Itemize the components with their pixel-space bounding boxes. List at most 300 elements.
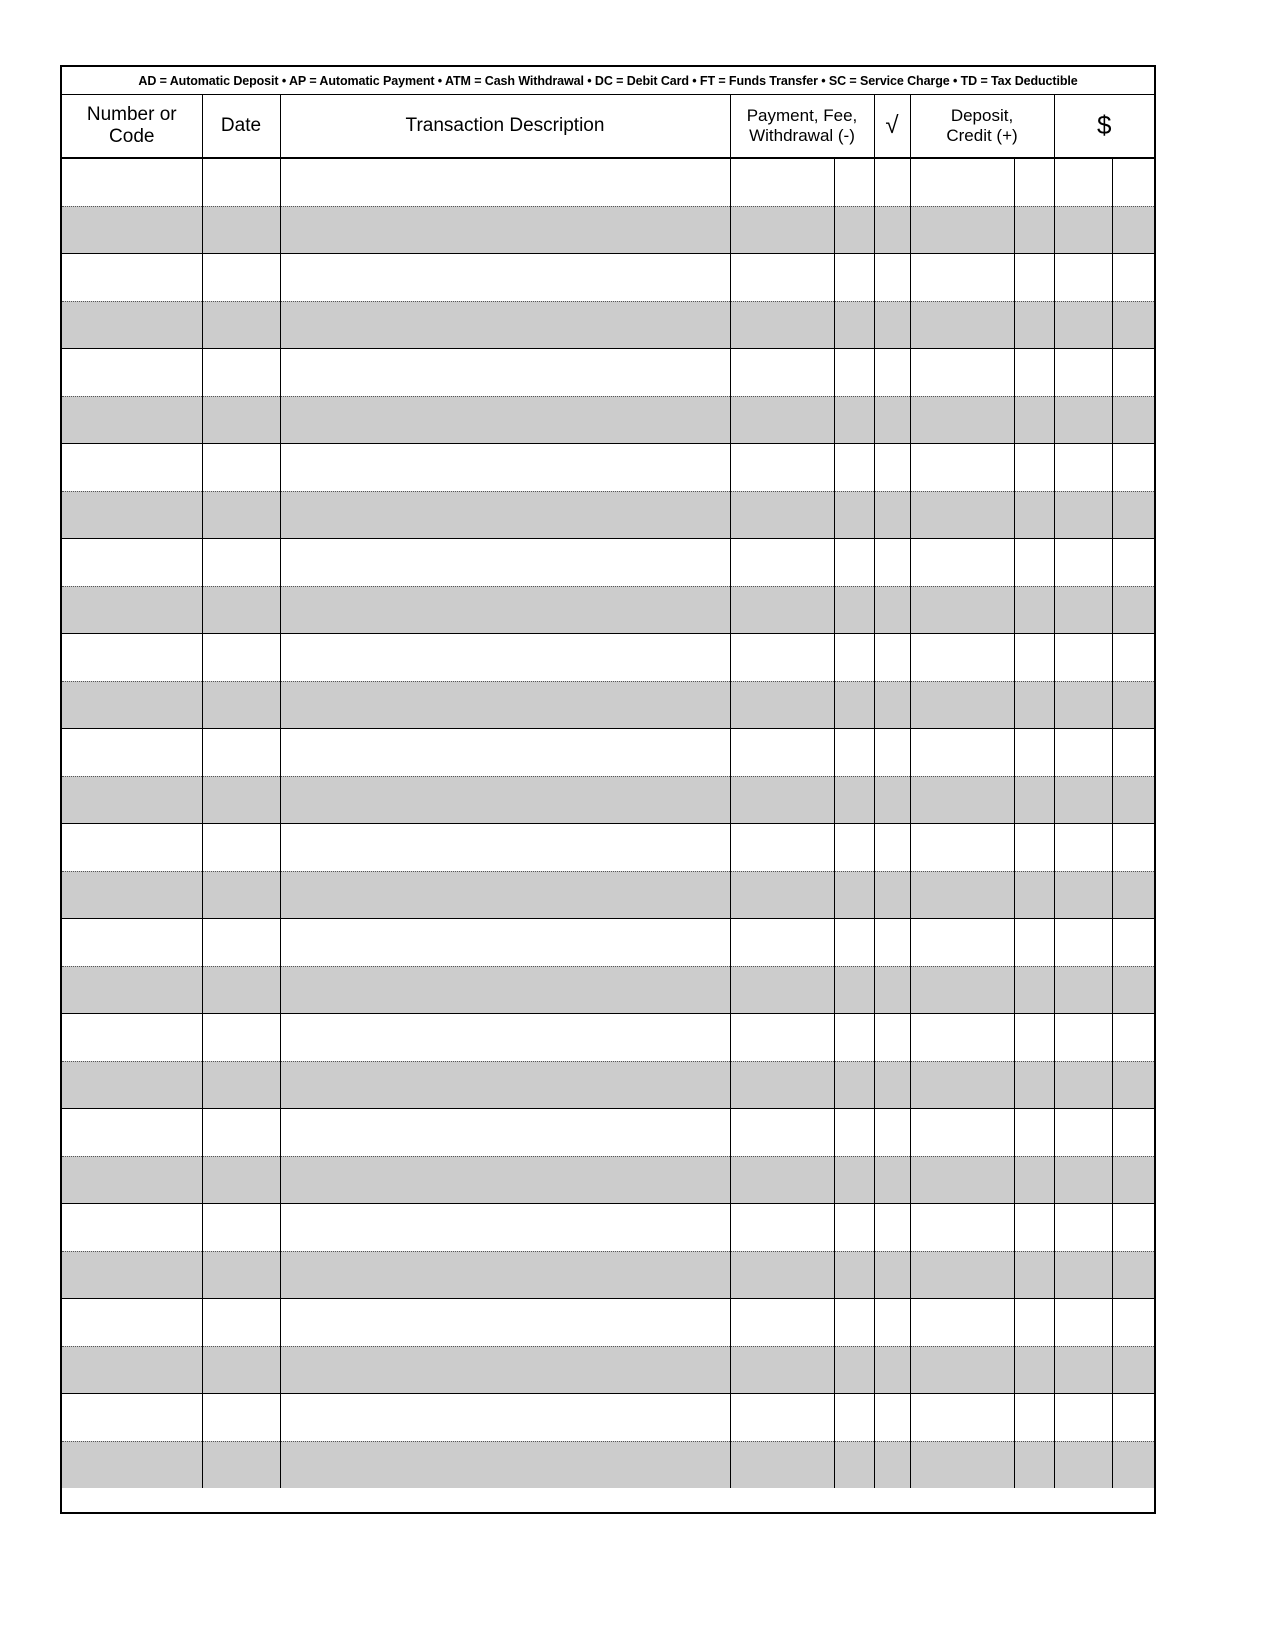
cell-date[interactable] (202, 444, 280, 492)
cell-balance[interactable] (1054, 491, 1112, 539)
cell-checkmark[interactable] (874, 1299, 910, 1347)
cell-date[interactable] (202, 491, 280, 539)
cell-description[interactable] (280, 1109, 730, 1157)
table-row[interactable] (62, 1299, 1154, 1347)
cell-balance-cents[interactable] (1112, 1251, 1154, 1299)
cell-deposit-cents[interactable] (1014, 158, 1054, 206)
cell-balance[interactable] (1054, 1014, 1112, 1062)
cell-deposit-cents[interactable] (1014, 1204, 1054, 1252)
cell-payment-cents[interactable] (834, 349, 874, 397)
cell-payment-cents[interactable] (834, 634, 874, 682)
cell-balance[interactable] (1054, 254, 1112, 302)
cell-balance[interactable] (1054, 206, 1112, 254)
cell-deposit-cents[interactable] (1014, 1014, 1054, 1062)
cell-deposit[interactable] (910, 966, 1014, 1014)
cell-payment-cents[interactable] (834, 1346, 874, 1394)
cell-description[interactable] (280, 349, 730, 397)
cell-date[interactable] (202, 1394, 280, 1442)
cell-balance[interactable] (1054, 919, 1112, 967)
table-row[interactable] (62, 1394, 1154, 1442)
table-row[interactable] (62, 1061, 1154, 1109)
cell-payment[interactable] (730, 681, 834, 729)
cell-payment-cents[interactable] (834, 1204, 874, 1252)
cell-deposit-cents[interactable] (1014, 634, 1054, 682)
cell-deposit-cents[interactable] (1014, 1299, 1054, 1347)
cell-deposit-cents[interactable] (1014, 1061, 1054, 1109)
cell-checkmark[interactable] (874, 396, 910, 444)
cell-balance-cents[interactable] (1112, 1109, 1154, 1157)
cell-payment[interactable] (730, 491, 834, 539)
cell-description[interactable] (280, 1299, 730, 1347)
cell-payment[interactable] (730, 1204, 834, 1252)
cell-number-or-code[interactable] (62, 681, 202, 729)
cell-balance-cents[interactable] (1112, 1014, 1154, 1062)
cell-number-or-code[interactable] (62, 871, 202, 919)
cell-number-or-code[interactable] (62, 919, 202, 967)
cell-checkmark[interactable] (874, 871, 910, 919)
cell-date[interactable] (202, 634, 280, 682)
cell-payment-cents[interactable] (834, 1109, 874, 1157)
cell-description[interactable] (280, 966, 730, 1014)
cell-deposit-cents[interactable] (1014, 1251, 1054, 1299)
cell-payment-cents[interactable] (834, 776, 874, 824)
cell-payment-cents[interactable] (834, 1394, 874, 1442)
cell-date[interactable] (202, 254, 280, 302)
cell-balance[interactable] (1054, 301, 1112, 349)
cell-deposit-cents[interactable] (1014, 966, 1054, 1014)
table-row[interactable] (62, 254, 1154, 302)
cell-payment[interactable] (730, 1299, 834, 1347)
cell-number-or-code[interactable] (62, 824, 202, 872)
cell-payment-cents[interactable] (834, 919, 874, 967)
cell-deposit-cents[interactable] (1014, 349, 1054, 397)
cell-balance[interactable] (1054, 1299, 1112, 1347)
cell-checkmark[interactable] (874, 586, 910, 634)
cell-description[interactable] (280, 1441, 730, 1488)
cell-description[interactable] (280, 1061, 730, 1109)
cell-payment[interactable] (730, 1061, 834, 1109)
cell-number-or-code[interactable] (62, 1061, 202, 1109)
cell-date[interactable] (202, 1251, 280, 1299)
cell-deposit[interactable] (910, 824, 1014, 872)
cell-description[interactable] (280, 776, 730, 824)
cell-description[interactable] (280, 919, 730, 967)
cell-checkmark[interactable] (874, 1061, 910, 1109)
cell-balance[interactable] (1054, 1061, 1112, 1109)
cell-balance-cents[interactable] (1112, 824, 1154, 872)
cell-deposit-cents[interactable] (1014, 539, 1054, 587)
cell-balance[interactable] (1054, 729, 1112, 777)
cell-payment[interactable] (730, 871, 834, 919)
cell-description[interactable] (280, 254, 730, 302)
cell-deposit-cents[interactable] (1014, 824, 1054, 872)
cell-checkmark[interactable] (874, 1204, 910, 1252)
cell-balance-cents[interactable] (1112, 158, 1154, 206)
cell-balance[interactable] (1054, 1346, 1112, 1394)
cell-description[interactable] (280, 634, 730, 682)
cell-balance-cents[interactable] (1112, 634, 1154, 682)
cell-balance-cents[interactable] (1112, 1441, 1154, 1488)
cell-date[interactable] (202, 729, 280, 777)
cell-number-or-code[interactable] (62, 396, 202, 444)
cell-description[interactable] (280, 871, 730, 919)
cell-deposit[interactable] (910, 1061, 1014, 1109)
cell-payment[interactable] (730, 634, 834, 682)
cell-description[interactable] (280, 158, 730, 206)
cell-balance-cents[interactable] (1112, 1394, 1154, 1442)
cell-deposit[interactable] (910, 158, 1014, 206)
cell-payment[interactable] (730, 1014, 834, 1062)
cell-checkmark[interactable] (874, 1441, 910, 1488)
table-row[interactable] (62, 1441, 1154, 1488)
cell-balance[interactable] (1054, 158, 1112, 206)
cell-deposit[interactable] (910, 681, 1014, 729)
cell-deposit[interactable] (910, 1441, 1014, 1488)
cell-date[interactable] (202, 1014, 280, 1062)
cell-deposit[interactable] (910, 776, 1014, 824)
cell-deposit-cents[interactable] (1014, 206, 1054, 254)
cell-balance-cents[interactable] (1112, 1299, 1154, 1347)
cell-balance-cents[interactable] (1112, 1061, 1154, 1109)
cell-deposit[interactable] (910, 1394, 1014, 1442)
cell-date[interactable] (202, 681, 280, 729)
cell-number-or-code[interactable] (62, 966, 202, 1014)
cell-description[interactable] (280, 1346, 730, 1394)
cell-description[interactable] (280, 491, 730, 539)
cell-date[interactable] (202, 1441, 280, 1488)
table-row[interactable] (62, 349, 1154, 397)
cell-checkmark[interactable] (874, 301, 910, 349)
cell-checkmark[interactable] (874, 729, 910, 777)
cell-payment-cents[interactable] (834, 158, 874, 206)
cell-checkmark[interactable] (874, 966, 910, 1014)
cell-payment-cents[interactable] (834, 301, 874, 349)
cell-checkmark[interactable] (874, 206, 910, 254)
cell-number-or-code[interactable] (62, 776, 202, 824)
cell-checkmark[interactable] (874, 634, 910, 682)
cell-balance-cents[interactable] (1112, 586, 1154, 634)
cell-payment[interactable] (730, 586, 834, 634)
table-row[interactable] (62, 1109, 1154, 1157)
table-row[interactable] (62, 1346, 1154, 1394)
cell-payment-cents[interactable] (834, 681, 874, 729)
table-row[interactable] (62, 491, 1154, 539)
cell-payment-cents[interactable] (834, 539, 874, 587)
cell-balance[interactable] (1054, 349, 1112, 397)
cell-number-or-code[interactable] (62, 254, 202, 302)
cell-number-or-code[interactable] (62, 1251, 202, 1299)
cell-deposit[interactable] (910, 444, 1014, 492)
cell-balance-cents[interactable] (1112, 1204, 1154, 1252)
cell-deposit[interactable] (910, 1299, 1014, 1347)
cell-balance[interactable] (1054, 444, 1112, 492)
cell-deposit-cents[interactable] (1014, 1441, 1054, 1488)
cell-balance-cents[interactable] (1112, 1346, 1154, 1394)
cell-deposit-cents[interactable] (1014, 681, 1054, 729)
cell-date[interactable] (202, 301, 280, 349)
cell-payment[interactable] (730, 1156, 834, 1204)
cell-number-or-code[interactable] (62, 1394, 202, 1442)
cell-payment[interactable] (730, 539, 834, 587)
cell-balance-cents[interactable] (1112, 871, 1154, 919)
cell-payment-cents[interactable] (834, 444, 874, 492)
cell-payment-cents[interactable] (834, 1014, 874, 1062)
cell-deposit[interactable] (910, 396, 1014, 444)
cell-balance[interactable] (1054, 824, 1112, 872)
cell-payment-cents[interactable] (834, 871, 874, 919)
cell-number-or-code[interactable] (62, 158, 202, 206)
cell-deposit-cents[interactable] (1014, 491, 1054, 539)
cell-deposit[interactable] (910, 634, 1014, 682)
cell-date[interactable] (202, 1061, 280, 1109)
cell-balance[interactable] (1054, 776, 1112, 824)
table-row[interactable] (62, 396, 1154, 444)
cell-checkmark[interactable] (874, 681, 910, 729)
cell-deposit[interactable] (910, 919, 1014, 967)
cell-balance-cents[interactable] (1112, 254, 1154, 302)
cell-number-or-code[interactable] (62, 206, 202, 254)
cell-balance-cents[interactable] (1112, 776, 1154, 824)
table-row[interactable] (62, 444, 1154, 492)
cell-deposit[interactable] (910, 1156, 1014, 1204)
cell-number-or-code[interactable] (62, 301, 202, 349)
cell-deposit-cents[interactable] (1014, 1156, 1054, 1204)
cell-description[interactable] (280, 1156, 730, 1204)
cell-checkmark[interactable] (874, 1394, 910, 1442)
cell-number-or-code[interactable] (62, 491, 202, 539)
cell-balance[interactable] (1054, 1251, 1112, 1299)
cell-payment[interactable] (730, 966, 834, 1014)
cell-payment-cents[interactable] (834, 966, 874, 1014)
cell-balance-cents[interactable] (1112, 729, 1154, 777)
cell-deposit[interactable] (910, 349, 1014, 397)
cell-payment[interactable] (730, 349, 834, 397)
cell-deposit[interactable] (910, 491, 1014, 539)
table-row[interactable] (62, 919, 1154, 967)
cell-payment-cents[interactable] (834, 1251, 874, 1299)
cell-description[interactable] (280, 681, 730, 729)
cell-number-or-code[interactable] (62, 539, 202, 587)
cell-deposit-cents[interactable] (1014, 444, 1054, 492)
cell-description[interactable] (280, 539, 730, 587)
cell-date[interactable] (202, 586, 280, 634)
table-row[interactable] (62, 1204, 1154, 1252)
cell-number-or-code[interactable] (62, 444, 202, 492)
table-row[interactable] (62, 158, 1154, 206)
cell-payment[interactable] (730, 158, 834, 206)
cell-payment-cents[interactable] (834, 729, 874, 777)
cell-payment[interactable] (730, 254, 834, 302)
table-row[interactable] (62, 776, 1154, 824)
cell-deposit-cents[interactable] (1014, 729, 1054, 777)
cell-checkmark[interactable] (874, 776, 910, 824)
cell-description[interactable] (280, 396, 730, 444)
cell-date[interactable] (202, 871, 280, 919)
cell-payment[interactable] (730, 206, 834, 254)
cell-checkmark[interactable] (874, 158, 910, 206)
cell-description[interactable] (280, 206, 730, 254)
cell-deposit[interactable] (910, 539, 1014, 587)
cell-checkmark[interactable] (874, 1251, 910, 1299)
cell-description[interactable] (280, 729, 730, 777)
cell-balance[interactable] (1054, 681, 1112, 729)
cell-payment-cents[interactable] (834, 206, 874, 254)
cell-balance[interactable] (1054, 1109, 1112, 1157)
cell-balance-cents[interactable] (1112, 1156, 1154, 1204)
cell-date[interactable] (202, 919, 280, 967)
cell-balance-cents[interactable] (1112, 491, 1154, 539)
cell-payment[interactable] (730, 729, 834, 777)
cell-payment[interactable] (730, 1394, 834, 1442)
cell-balance[interactable] (1054, 634, 1112, 682)
cell-number-or-code[interactable] (62, 1441, 202, 1488)
cell-date[interactable] (202, 1204, 280, 1252)
cell-description[interactable] (280, 824, 730, 872)
cell-checkmark[interactable] (874, 1346, 910, 1394)
cell-deposit[interactable] (910, 1014, 1014, 1062)
cell-checkmark[interactable] (874, 491, 910, 539)
cell-balance[interactable] (1054, 1441, 1112, 1488)
cell-number-or-code[interactable] (62, 729, 202, 777)
cell-checkmark[interactable] (874, 1109, 910, 1157)
cell-date[interactable] (202, 349, 280, 397)
cell-deposit-cents[interactable] (1014, 301, 1054, 349)
cell-deposit[interactable] (910, 871, 1014, 919)
cell-date[interactable] (202, 396, 280, 444)
cell-balance-cents[interactable] (1112, 966, 1154, 1014)
cell-date[interactable] (202, 966, 280, 1014)
cell-checkmark[interactable] (874, 254, 910, 302)
cell-description[interactable] (280, 1394, 730, 1442)
cell-balance-cents[interactable] (1112, 396, 1154, 444)
cell-date[interactable] (202, 1346, 280, 1394)
cell-deposit[interactable] (910, 301, 1014, 349)
cell-description[interactable] (280, 444, 730, 492)
cell-deposit-cents[interactable] (1014, 586, 1054, 634)
cell-checkmark[interactable] (874, 539, 910, 587)
cell-balance-cents[interactable] (1112, 919, 1154, 967)
cell-balance-cents[interactable] (1112, 444, 1154, 492)
table-row[interactable] (62, 824, 1154, 872)
cell-balance-cents[interactable] (1112, 206, 1154, 254)
table-row[interactable] (62, 1251, 1154, 1299)
cell-payment[interactable] (730, 301, 834, 349)
cell-payment[interactable] (730, 776, 834, 824)
cell-description[interactable] (280, 1251, 730, 1299)
cell-payment-cents[interactable] (834, 1156, 874, 1204)
cell-date[interactable] (202, 1156, 280, 1204)
cell-deposit[interactable] (910, 586, 1014, 634)
cell-payment-cents[interactable] (834, 1299, 874, 1347)
table-row[interactable] (62, 539, 1154, 587)
cell-description[interactable] (280, 1204, 730, 1252)
cell-balance[interactable] (1054, 1204, 1112, 1252)
cell-number-or-code[interactable] (62, 1204, 202, 1252)
cell-number-or-code[interactable] (62, 1156, 202, 1204)
table-row[interactable] (62, 966, 1154, 1014)
cell-number-or-code[interactable] (62, 1299, 202, 1347)
cell-deposit-cents[interactable] (1014, 871, 1054, 919)
cell-checkmark[interactable] (874, 349, 910, 397)
table-row[interactable] (62, 729, 1154, 777)
cell-payment[interactable] (730, 824, 834, 872)
cell-payment[interactable] (730, 1109, 834, 1157)
cell-description[interactable] (280, 586, 730, 634)
table-row[interactable] (62, 634, 1154, 682)
table-row[interactable] (62, 1014, 1154, 1062)
cell-number-or-code[interactable] (62, 349, 202, 397)
cell-date[interactable] (202, 206, 280, 254)
cell-payment[interactable] (730, 444, 834, 492)
cell-deposit[interactable] (910, 1346, 1014, 1394)
table-row[interactable] (62, 681, 1154, 729)
cell-date[interactable] (202, 1299, 280, 1347)
cell-checkmark[interactable] (874, 824, 910, 872)
cell-deposit[interactable] (910, 206, 1014, 254)
cell-payment[interactable] (730, 396, 834, 444)
cell-date[interactable] (202, 539, 280, 587)
cell-deposit-cents[interactable] (1014, 1109, 1054, 1157)
cell-balance-cents[interactable] (1112, 301, 1154, 349)
cell-deposit[interactable] (910, 1109, 1014, 1157)
cell-number-or-code[interactable] (62, 586, 202, 634)
cell-checkmark[interactable] (874, 1156, 910, 1204)
cell-number-or-code[interactable] (62, 634, 202, 682)
cell-balance[interactable] (1054, 966, 1112, 1014)
cell-payment-cents[interactable] (834, 396, 874, 444)
cell-description[interactable] (280, 1014, 730, 1062)
cell-deposit[interactable] (910, 254, 1014, 302)
cell-payment-cents[interactable] (834, 1061, 874, 1109)
cell-balance[interactable] (1054, 1394, 1112, 1442)
cell-date[interactable] (202, 776, 280, 824)
cell-balance[interactable] (1054, 586, 1112, 634)
cell-balance-cents[interactable] (1112, 349, 1154, 397)
cell-payment-cents[interactable] (834, 824, 874, 872)
cell-payment-cents[interactable] (834, 586, 874, 634)
cell-payment[interactable] (730, 1346, 834, 1394)
cell-deposit-cents[interactable] (1014, 396, 1054, 444)
cell-checkmark[interactable] (874, 444, 910, 492)
cell-balance[interactable] (1054, 396, 1112, 444)
cell-date[interactable] (202, 1109, 280, 1157)
cell-deposit-cents[interactable] (1014, 919, 1054, 967)
cell-deposit-cents[interactable] (1014, 776, 1054, 824)
cell-description[interactable] (280, 301, 730, 349)
cell-payment-cents[interactable] (834, 1441, 874, 1488)
cell-balance[interactable] (1054, 539, 1112, 587)
cell-payment-cents[interactable] (834, 491, 874, 539)
table-row[interactable] (62, 871, 1154, 919)
table-row[interactable] (62, 301, 1154, 349)
cell-payment[interactable] (730, 1441, 834, 1488)
cell-deposit-cents[interactable] (1014, 1394, 1054, 1442)
cell-balance[interactable] (1054, 871, 1112, 919)
cell-balance-cents[interactable] (1112, 681, 1154, 729)
cell-number-or-code[interactable] (62, 1346, 202, 1394)
table-row[interactable] (62, 586, 1154, 634)
cell-balance-cents[interactable] (1112, 539, 1154, 587)
cell-checkmark[interactable] (874, 1014, 910, 1062)
cell-payment[interactable] (730, 1251, 834, 1299)
cell-payment[interactable] (730, 919, 834, 967)
cell-deposit[interactable] (910, 729, 1014, 777)
cell-date[interactable] (202, 824, 280, 872)
cell-deposit-cents[interactable] (1014, 1346, 1054, 1394)
table-row[interactable] (62, 1156, 1154, 1204)
cell-date[interactable] (202, 158, 280, 206)
cell-deposit[interactable] (910, 1251, 1014, 1299)
